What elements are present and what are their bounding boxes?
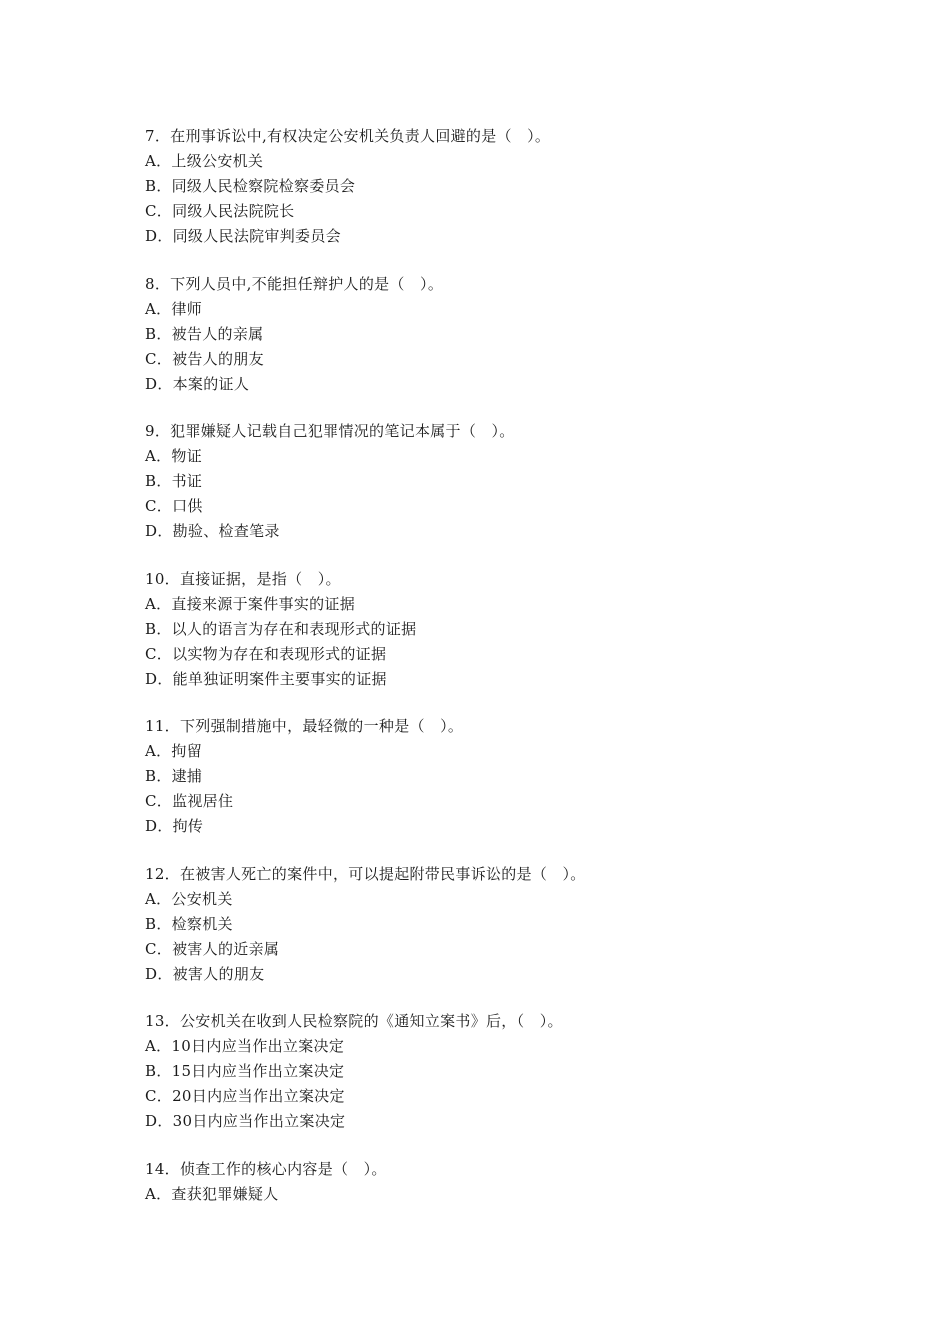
option-d: D．被害人的朋友 [145,964,265,983]
question-text: 13．公安机关在收到人民检察院的《通知立案书》后，（ ）。 [145,1012,563,1030]
option-c: C．被害人的近亲属 [145,939,280,958]
option-b: B．以人的语言为存在和表现形式的证据 [145,619,417,638]
option-c: C．口供 [145,497,203,515]
option-a: A．律师 [145,299,203,318]
option-b: B．书证 [145,472,203,490]
question-list [145,124,905,1229]
option-c: C．20日内应当作出立案决定 [145,1087,345,1105]
option-b: B．检察机关 [145,914,233,933]
option-d: D．本案的证人 [145,374,250,393]
question-8 [145,272,905,397]
question-text: 9．犯罪嫌疑人记载自己犯罪情况的笔记本属于（ ）。 [145,422,515,440]
question-11 [145,714,905,839]
question-9 [145,419,905,544]
question-12 [145,862,905,987]
option-b: B．同级人民检察院检察委员会 [145,177,356,195]
option-a: A．物证 [145,447,203,465]
option-c: C．监视居住 [145,792,234,810]
question-text: 8．下列人员中,不能担任辩护人的是（ ）。 [145,274,444,293]
option-b: B．被告人的亲属 [145,324,264,343]
option-a: A．拘留 [145,742,203,760]
option-d: D．能单独证明案件主要事实的证据 [145,669,387,688]
option-b: B．逮捕 [145,767,203,785]
option-d: D．30日内应当作出立案决定 [145,1112,346,1130]
option-a: A．查获犯罪嫌疑人 [145,1184,279,1203]
option-c: C．同级人民法院院长 [145,202,295,220]
option-c: C．以实物为存在和表现形式的证据 [145,644,387,663]
question-13 [145,1009,905,1134]
option-c: C．被告人的朋友 [145,349,264,368]
question-14 [145,1157,905,1207]
question-text: 12．在被害人死亡的案件中，可以提起附带民事诉讼的是（ ）。 [145,864,586,883]
option-a: A．10日内应当作出立案决定 [145,1037,345,1055]
option-a: A．上级公安机关 [145,152,264,170]
option-a: A．公安机关 [145,889,233,908]
option-d: D．同级人民法院审判委员会 [145,227,341,245]
option-d: D．拘传 [145,817,204,835]
question-10 [145,567,905,692]
question-text: 7．在刑事诉讼中,有权决定公安机关负责人回避的是（ ）。 [145,127,551,145]
option-b: B．15日内应当作出立案决定 [145,1062,345,1080]
question-text: 10．直接证据，是指（ ）。 [145,569,341,588]
question-text: 14．侦查工作的核心内容是（ ）。 [145,1159,387,1178]
question-7 [145,124,905,249]
option-a: A．直接来源于案件事实的证据 [145,594,356,613]
question-text: 11．下列强制措施中，最轻微的一种是（ ）。 [145,717,464,735]
option-d: D．勘验、检查笔录 [145,522,280,540]
